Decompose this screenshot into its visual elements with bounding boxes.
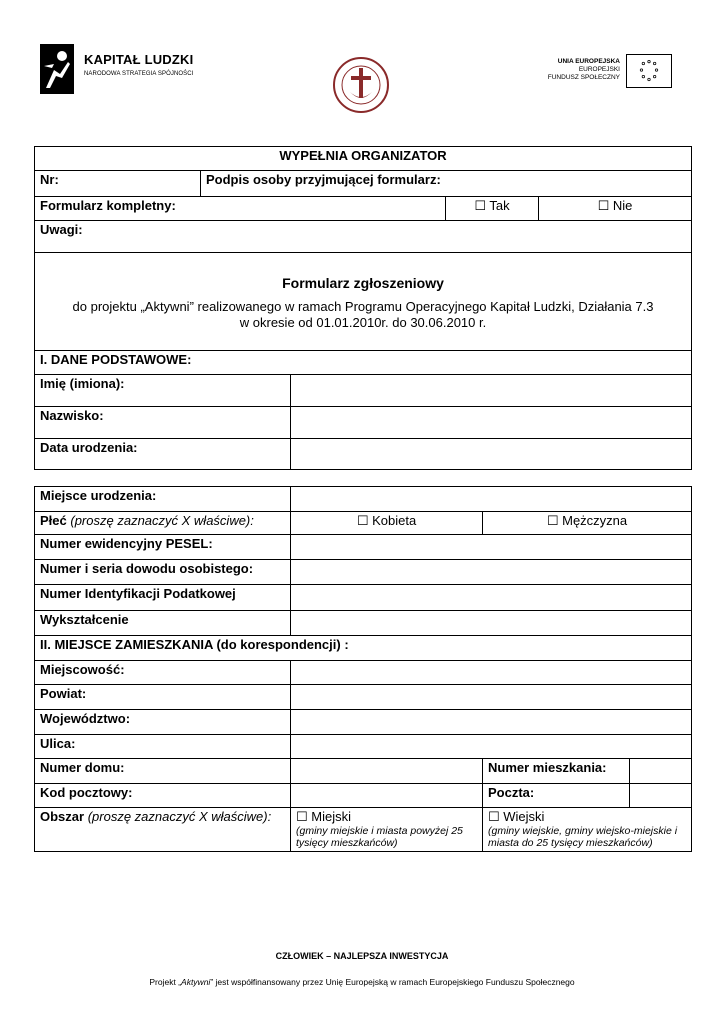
house-number-input[interactable] xyxy=(291,759,483,784)
urban-checkbox[interactable]: ☐ Miejski xyxy=(296,809,351,824)
organization-seal-logo xyxy=(332,56,390,114)
footer-slogan: CZŁOWIEK – NAJLEPSZA INWESTYCJA xyxy=(275,951,449,961)
voivodeship-input[interactable] xyxy=(291,710,692,735)
last-name-input[interactable] xyxy=(291,407,692,439)
tax-id-label: Numer Identyfikacji Podatkowej xyxy=(35,585,291,611)
area-hint: (proszę zaznaczyć X właściwe): xyxy=(87,809,272,824)
remarks-field[interactable]: Uwagi: xyxy=(35,221,692,253)
eu-logo-text xyxy=(530,58,620,82)
rural-note: (gminy wiejskie, gminy wiejsko-miejskie i miasta do 25 tysięcy mieszkańców) xyxy=(488,825,678,849)
section1-table xyxy=(34,374,692,470)
form-title: Formularz zgłoszeniowy xyxy=(282,275,444,291)
male-checkbox[interactable]: ☐ Mężczyzna xyxy=(483,512,692,535)
apartment-number-label xyxy=(483,759,692,784)
eu-line3: FUNDUSZ SPOŁECZNY xyxy=(547,74,620,81)
details-table xyxy=(34,486,692,852)
eu-line2: EUROPEJSKI xyxy=(578,66,620,73)
gender-label-text: Płeć xyxy=(40,513,67,528)
eu-logo xyxy=(530,54,674,94)
footer-project-name: Aktywni xyxy=(181,977,211,987)
footer-funding-prefix: Projekt „ xyxy=(149,977,182,987)
street-input[interactable] xyxy=(291,735,692,759)
first-name-label: Imię (imiona): xyxy=(35,375,291,407)
postal-code-input[interactable] xyxy=(291,784,483,808)
birth-date-input[interactable] xyxy=(291,439,692,470)
house-number-label: Numer domu: xyxy=(35,759,291,784)
post-office-label xyxy=(483,784,692,808)
nr-field[interactable]: Nr: xyxy=(35,171,201,197)
id-card-label: Numer i seria dowodu osobistego: xyxy=(35,560,291,585)
post-office-text: Poczta: xyxy=(483,784,630,807)
first-name-input[interactable] xyxy=(291,375,692,407)
street-label: Ulica: xyxy=(35,735,291,759)
birth-place-label: Miejsce urodzenia: xyxy=(35,487,291,512)
form-complete-label: Formularz kompletny: xyxy=(35,197,446,221)
education-label: Wykształcenie xyxy=(35,611,291,636)
post-office-input[interactable] xyxy=(630,784,691,807)
id-card-input[interactable] xyxy=(291,560,692,585)
complete-yes-checkbox[interactable]: ☐ Tak xyxy=(446,197,539,221)
city-label: Miejscowość: xyxy=(35,661,291,685)
last-name-label: Nazwisko: xyxy=(35,407,291,439)
footer-funding-suffix: ” jest współfinansowany przez Unię Europejską w ramach Europejskiego Funduszu Społecznego xyxy=(210,977,575,987)
urban-note: (gminy miejskie i miasta powyżej 25 tysięcy mieszkańców) xyxy=(296,825,463,849)
section1-header: I. DANE PODSTAWOWE: xyxy=(35,351,692,375)
city-input[interactable] xyxy=(291,661,692,685)
gender-label xyxy=(35,512,291,535)
form-title-line2: w okresie od 01.01.2010r. do 30.06.2010 r. xyxy=(239,315,487,330)
education-input[interactable] xyxy=(291,611,692,636)
apartment-number-input[interactable] xyxy=(630,759,691,783)
pesel-label: Numer ewidencyjny PESEL: xyxy=(35,535,291,560)
kapital-ludzki-logo xyxy=(40,44,200,96)
postal-code-label: Kod pocztowy: xyxy=(35,784,291,808)
birth-date-label: Data urodzenia: xyxy=(35,439,291,470)
gender-hint: (proszę zaznaczyć X właściwe): xyxy=(70,513,254,528)
eu-line1: UNIA EUROPEJSKA xyxy=(557,58,620,65)
kapital-ludzki-title: KAPITAŁ LUDZKI xyxy=(84,52,194,67)
tax-id-input[interactable] xyxy=(291,585,692,611)
footer-funding xyxy=(0,977,724,987)
organizer-header: WYPEŁNIA ORGANIZATOR xyxy=(35,147,692,171)
kapital-ludzki-subtitle: NARODOWA STRATEGIA SPÓJNOŚCI xyxy=(84,71,194,77)
kapital-ludzki-icon xyxy=(40,44,74,94)
rural-checkbox[interactable]: ☐ Wiejski xyxy=(488,809,545,824)
birth-place-input[interactable] xyxy=(291,487,692,512)
form-title-block xyxy=(35,253,692,351)
county-input[interactable] xyxy=(291,685,692,710)
apartment-number-text: Numer mieszkania: xyxy=(483,759,630,783)
signature-field[interactable]: Podpis osoby przyjmującej formularz: xyxy=(201,171,692,197)
form-title-line1: do projektu „Aktywni” realizowanego w ramach Programu Operacyjnego Kapitał Ludzki, Działania 7.3 xyxy=(72,299,654,314)
complete-no-checkbox[interactable]: ☐ Nie xyxy=(539,197,692,221)
female-checkbox[interactable]: ☐ Kobieta xyxy=(291,512,483,535)
voivodeship-label: Województwo: xyxy=(35,710,291,735)
pesel-input[interactable] xyxy=(291,535,692,560)
section2-header: II. MIEJSCE ZAMIESZKANIA (do korespondencji) : xyxy=(35,636,692,661)
organizer-table xyxy=(34,146,692,375)
area-label-text: Obszar xyxy=(40,809,85,824)
eu-flag-icon xyxy=(626,54,672,88)
rural-option[interactable] xyxy=(483,808,692,852)
county-label: Powiat: xyxy=(35,685,291,710)
urban-option[interactable] xyxy=(291,808,483,852)
area-label xyxy=(35,808,291,852)
